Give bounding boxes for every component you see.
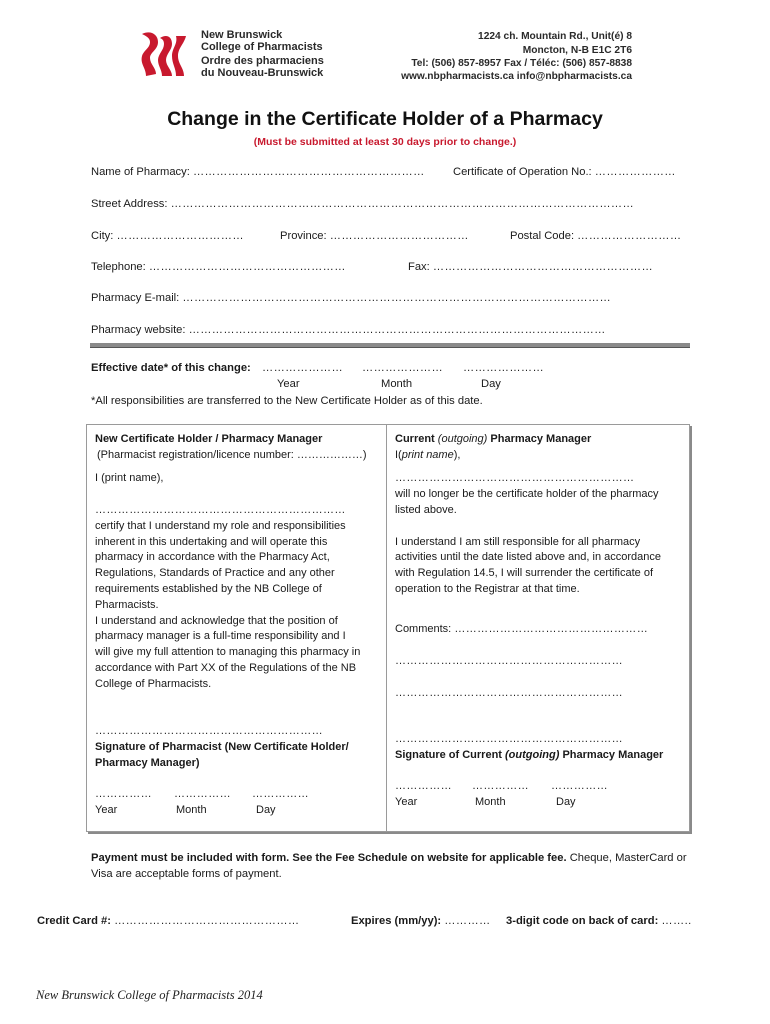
effective-month-caption: Month [381,378,413,390]
payment-note-line2: Visa are acceptable forms of payment. [91,868,282,880]
credit-card-label: Credit Card #: [37,915,111,927]
effective-year-input[interactable]: ………………… [262,362,344,374]
current-manager-day-input[interactable]: …………… [551,780,608,792]
effective-year-caption: Year [277,378,300,390]
current-manager-year-input[interactable]: …………… [395,780,452,792]
page-title: Change in the Certificate Holder of a Pharmacy [167,108,603,130]
new-holder-body-line: accordance with Part XX of the Regulations of the NB [95,662,357,674]
pharmacy-name-label: Name of Pharmacy: [91,166,190,178]
province-field[interactable]: Province: ……………………………… [280,230,469,242]
street-address-label: Street Address: [91,198,168,210]
effective-day-input[interactable]: ………………… [463,362,545,374]
new-holder-body-line: I understand and acknowledge that the position of [95,615,338,627]
new-holder-body-line: will give my full attention to managing this pharmacy in [95,646,361,658]
current-manager-print-name-label: I(print name), [395,449,461,461]
footer-note: New Brunswick College of Pharmacists 2014 [36,988,263,1002]
comments-line-input[interactable]: …………………………………………………… [395,687,623,699]
current-manager-body-line: will no longer be the certificate holder of the pharmacy [395,488,659,500]
expiry-label: Expires (mm/yy): [351,915,442,927]
box-column-divider [386,424,387,832]
current-manager-body-line: listed above. [395,504,457,516]
current-manager-signature-input[interactable]: …………………………………………………… [395,733,623,745]
current-manager-body-line: operation to the Registrar at that time. [395,583,580,595]
current-manager-year-caption: Year [395,796,418,808]
effective-month-input[interactable]: ………………… [362,362,444,374]
certificate-no-field[interactable]: Certificate of Operation No.: ………………… [453,166,676,178]
current-manager-body-line: activities until the date listed above and, in accordance [395,551,661,563]
postal-code-field[interactable]: Postal Code: ……………………… [510,230,682,242]
current-manager-month-caption: Month [475,796,506,808]
address-line: Moncton, N-B E1C 2T6 [522,45,632,56]
org-name-line: du Nouveau-Brunswick [201,67,324,79]
province-label: Province: [280,230,327,242]
telephone-field[interactable]: Telephone: …………………………………………… [91,261,346,273]
new-holder-name-input[interactable]: ………………………………………………………… [95,504,346,516]
new-holder-body-line: Pharmacists. [95,599,159,611]
fax-label: Fax: [408,261,430,273]
email-label: Pharmacy E-mail: [91,292,180,304]
web-email-line: www.nbpharmacists.ca info@nbpharmacists.ca [401,71,632,82]
effective-day-caption: Day [481,378,501,390]
email-field[interactable]: Pharmacy E-mail: ………………………………………………………………………………………………… [91,292,612,304]
security-code-label: 3-digit code on back of card: [506,915,659,927]
effective-note: *All responsibilities are transferred to the New Certificate Holder as of this date. [91,395,483,407]
college-logo [138,28,190,80]
new-holder-signature-label: Signature of Pharmacist (New Certificate Holder/ [95,741,349,753]
current-manager-body-line: with Regulation 14.5, I will surrender the certificate of [395,567,654,579]
current-manager-heading: Current (outgoing) Pharmacy Manager [395,433,592,445]
new-holder-body-line: pharmacy manager is a full-time responsibility and I [95,630,346,642]
street-address-field[interactable]: Street Address: ………………………………………………………………………………………………………… [91,198,635,210]
new-holder-signature-label: Pharmacy Manager) [95,757,200,769]
current-manager-body-line: I understand I am still responsible for all pharmacy [395,536,641,548]
new-holder-body-line: Regulations, Standards of Practice and any other [95,567,335,579]
telephone-label: Telephone: [91,261,146,273]
page-subtitle: (Must be submitted at least 30 days prior to change.) [253,136,517,148]
new-holder-print-name-label: I (print name), [95,472,164,484]
new-holder-body-line: pharmacy in accordance with the Pharmacy Act, [95,551,330,563]
website-label: Pharmacy website: [91,324,186,336]
phone-line: Tel: (506) 857-8957 Fax / Téléc: (506) 857-8838 [411,58,632,69]
new-holder-signature-input[interactable]: …………………………………………………… [95,725,323,737]
comments-field[interactable]: Comments: …………………………………………… [395,623,649,635]
comments-label: Comments: [395,623,452,635]
security-code-field[interactable]: 3-digit code on back of card: …….. [506,915,692,927]
new-holder-body-line: College of Pharmacists. [95,678,212,690]
current-manager-name-input[interactable]: ……………………………………………………… [395,472,635,484]
current-manager-signature-label: Signature of Current (outgoing) Pharmacy Manager [395,749,664,761]
effective-date-label: Effective date* of this change: [91,362,251,374]
new-holder-day-input[interactable]: …………… [252,788,309,800]
org-name-line: New Brunswick [201,29,283,41]
city-field[interactable]: City: …………………………… [91,230,244,242]
postal-code-label: Postal Code: [510,230,575,242]
licence-number-field[interactable]: (Pharmacist registration/licence number: ………………) [97,449,367,461]
comments-line-input[interactable]: …………………………………………………… [395,655,623,667]
new-holder-month-input[interactable]: …………… [174,788,231,800]
payment-note-line1: Payment must be included with form. See the Fee Schedule on website for applicable fee. Cheque, MasterCard or [91,852,687,864]
section-divider [90,343,690,348]
new-holder-year-caption: Year [95,804,118,816]
new-holder-year-input[interactable]: …………… [95,788,152,800]
certificate-no-label: Certificate of Operation No.: [453,166,592,178]
expiry-field[interactable]: Expires (mm/yy): ………… [351,915,491,927]
credit-card-field[interactable]: Credit Card #: ………………………………………… [37,915,300,927]
current-manager-month-input[interactable]: …………… [472,780,529,792]
new-holder-body-line: certify that I understand my role and responsibilities [95,520,346,532]
pharmacy-name-field[interactable]: Name of Pharmacy: …………………………………………………… [91,166,425,178]
new-holder-heading: New Certificate Holder / Pharmacy Manager [95,433,323,445]
org-name-line: Ordre des pharmaciens [201,55,324,67]
address-line: 1224 ch. Mountain Rd., Unit(é) 8 [478,31,632,42]
new-holder-body-line: inherent in this undertaking and will operate this [95,536,328,548]
website-field[interactable]: Pharmacy website: ……………………………………………………………………………………………… [91,324,606,336]
new-holder-month-caption: Month [176,804,207,816]
new-holder-body-line: requirements established by the NB College of [95,583,322,595]
org-name-line: College of Pharmacists [201,41,323,53]
new-holder-day-caption: Day [256,804,276,816]
fax-field[interactable]: Fax: ………………………………………………… [408,261,654,273]
current-manager-day-caption: Day [556,796,576,808]
city-label: City: [91,230,114,242]
